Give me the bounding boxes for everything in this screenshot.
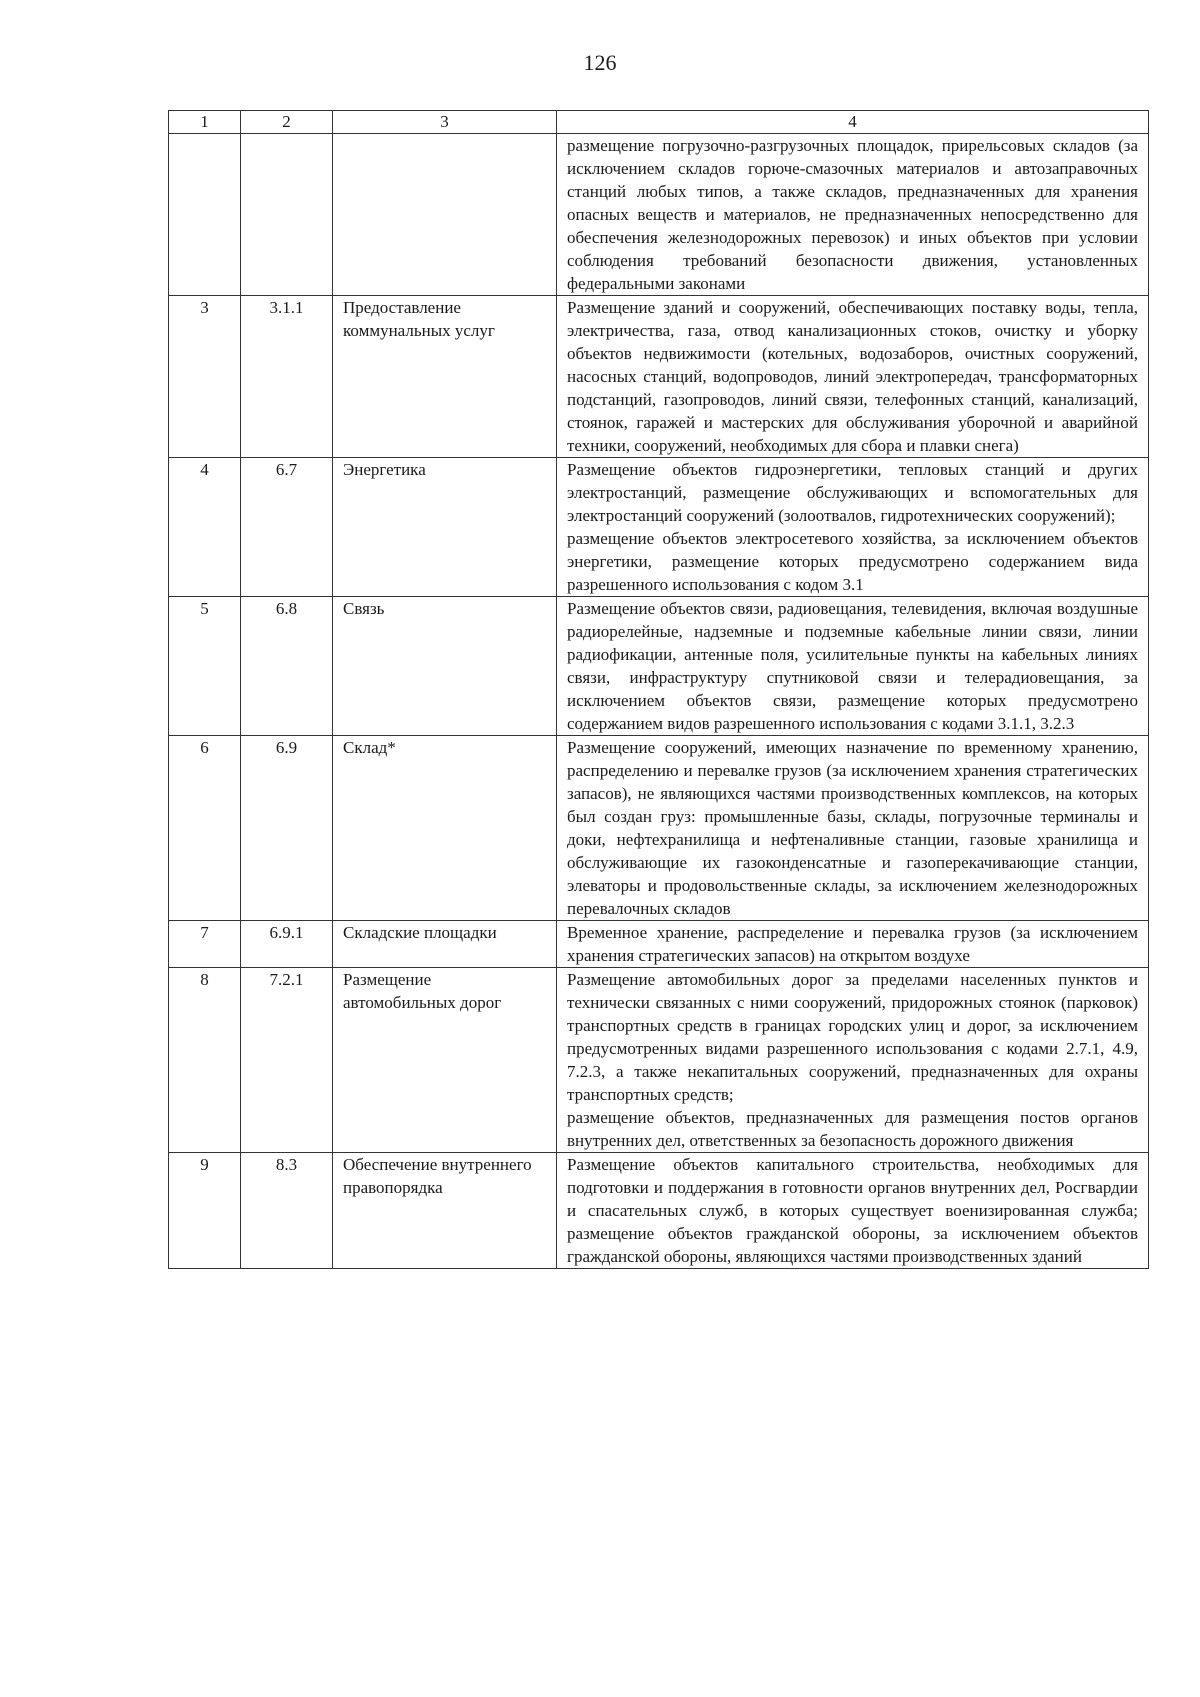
use-name-cell: Предоставление коммунальных услуг (333, 296, 557, 458)
description-paragraph: Временное хранение, распределение и перевалка грузов (за исключением хранения стратегических запасов) на открытом воздухе (567, 923, 1138, 965)
use-code-cell: 7.2.1 (241, 968, 333, 1153)
use-code-cell (241, 134, 333, 296)
header-col-1: 1 (169, 111, 241, 134)
page-number: 126 (583, 50, 617, 75)
row-number-cell: 7 (169, 921, 241, 968)
use-name-cell: Энергетика (333, 458, 557, 597)
table-row (169, 736, 1149, 921)
row-number-cell: 3 (169, 296, 241, 458)
description-paragraph: размещение погрузочно-разгрузочных площадок, прирельсовых складов (за исключением складов горюче-смазочных материалов и автозаправочных станций любых типов, а также складов, предназначенных для хранения опасных веществ и материалов, не предназначенных непосредственно для обеспечения железнодорожных перевозок) и иных объектов при условии соблюдения требований безопасности движения, установленных федеральными законами (567, 136, 1138, 293)
use-description-cell (557, 921, 1149, 968)
use-code-cell: 6.7 (241, 458, 333, 597)
row-number-cell: 5 (169, 597, 241, 736)
use-name-cell: Связь (333, 597, 557, 736)
table-row (169, 296, 1149, 458)
use-code-cell: 6.9.1 (241, 921, 333, 968)
description-paragraph: размещение объектов электросетевого хозяйства, за исключением объектов энергетики, размещение которых предусмотрено содержанием вида разрешенного использования с кодом 3.1 (567, 529, 1138, 594)
header-col-4: 4 (557, 111, 1149, 134)
table-row (169, 134, 1149, 296)
use-name-cell: Складские площадки (333, 921, 557, 968)
table-row (169, 968, 1149, 1153)
use-code-cell: 3.1.1 (241, 296, 333, 458)
header-col-3: 3 (333, 111, 557, 134)
row-number-cell: 8 (169, 968, 241, 1153)
use-name-cell: Размещение автомобильных дорог (333, 968, 557, 1153)
use-description-cell (557, 597, 1149, 736)
use-description-cell (557, 736, 1149, 921)
use-description-cell (557, 1153, 1149, 1269)
description-paragraph: Размещение объектов гидроэнергетики, тепловых станций и других электростанций, размещение обслуживающих и вспомогательных для электростанций сооружений (золоотвалов, гидротехнических сооружений); (567, 460, 1138, 525)
row-number-cell: 6 (169, 736, 241, 921)
use-name-cell: Склад* (333, 736, 557, 921)
description-paragraph: Размещение зданий и сооружений, обеспечивающих поставку воды, тепла, электричества, газа, отвод канализационных стоков, очистку и уборку объектов недвижимости (котельных, водозаборов, очистных сооружений, насосных станций, водопроводов, линий электропередач, трансформаторных подстанций, газопроводов, линий связи, телефонных станций, канализаций, стоянок, гаражей и мастерских для обслуживания уборочной и аварийной техники, сооружений, необходимых для сбора и плавки снега) (567, 298, 1138, 455)
row-number-cell: 4 (169, 458, 241, 597)
description-paragraph: Размещение объектов связи, радиовещания, телевидения, включая воздушные радиорелейные, надземные и подземные кабельные линии связи, линии радиофикации, антенные поля, усилительные пункты на кабельных линиях связи, инфраструктуру спутниковой связи и телерадиовещания, за исключением объектов связи, размещение которых предусмотрено содержанием видов разрешенного использования с кодами 3.1.1, 3.2.3 (567, 599, 1138, 733)
land-use-table (168, 110, 1149, 1269)
table-row (169, 921, 1149, 968)
use-code-cell: 6.8 (241, 597, 333, 736)
use-description-cell (557, 296, 1149, 458)
header-col-2: 2 (241, 111, 333, 134)
row-number-cell (169, 134, 241, 296)
use-code-cell: 8.3 (241, 1153, 333, 1269)
table-row (169, 597, 1149, 736)
use-description-cell (557, 458, 1149, 597)
table-row (169, 1153, 1149, 1269)
row-number-cell: 9 (169, 1153, 241, 1269)
use-name-cell (333, 134, 557, 296)
description-paragraph: размещение объектов, предназначенных для размещения постов органов внутренних дел, ответственных за безопасность дорожного движения (567, 1108, 1138, 1150)
use-description-cell (557, 134, 1149, 296)
use-name-cell: Обеспечение внутреннего правопорядка (333, 1153, 557, 1269)
description-paragraph: Размещение объектов капитального строительства, необходимых для подготовки и поддержания в готовности органов внутренних дел, Росгвардии и спасательных служб, в которых существует военизированная служба; размещение объектов гражданской обороны, за исключением объектов гражданской обороны, являющихся частями производственных зданий (567, 1155, 1138, 1266)
use-code-cell: 6.9 (241, 736, 333, 921)
description-paragraph: Размещение сооружений, имеющих назначение по временному хранению, распределению и перевалке грузов (за исключением хранения стратегических запасов), не являющихся частями производственных комплексов, на которых был создан груз: промышленные базы, склады, погрузочные терминалы и доки, нефтехранилища и нефтеналивные станции, газовые хранилища и обслуживающие их газоконденсатные и газоперекачивающие станции, элеваторы и продовольственные склады, за исключением железнодорожных перевалочных складов (567, 738, 1138, 918)
description-paragraph: Размещение автомобильных дорог за пределами населенных пунктов и технически связанных с ними сооружений, придорожных стоянок (парковок) транспортных средств в границах городских улиц и дорог, за исключением предусмотренных видами разрешенного использования с кодами 2.7.1, 4.9, 7.2.3, а также некапитальных сооружений, предназначенных для охраны транспортных средств; (567, 970, 1138, 1104)
table-header-row (169, 111, 1149, 134)
use-description-cell (557, 968, 1149, 1153)
table-row (169, 458, 1149, 597)
